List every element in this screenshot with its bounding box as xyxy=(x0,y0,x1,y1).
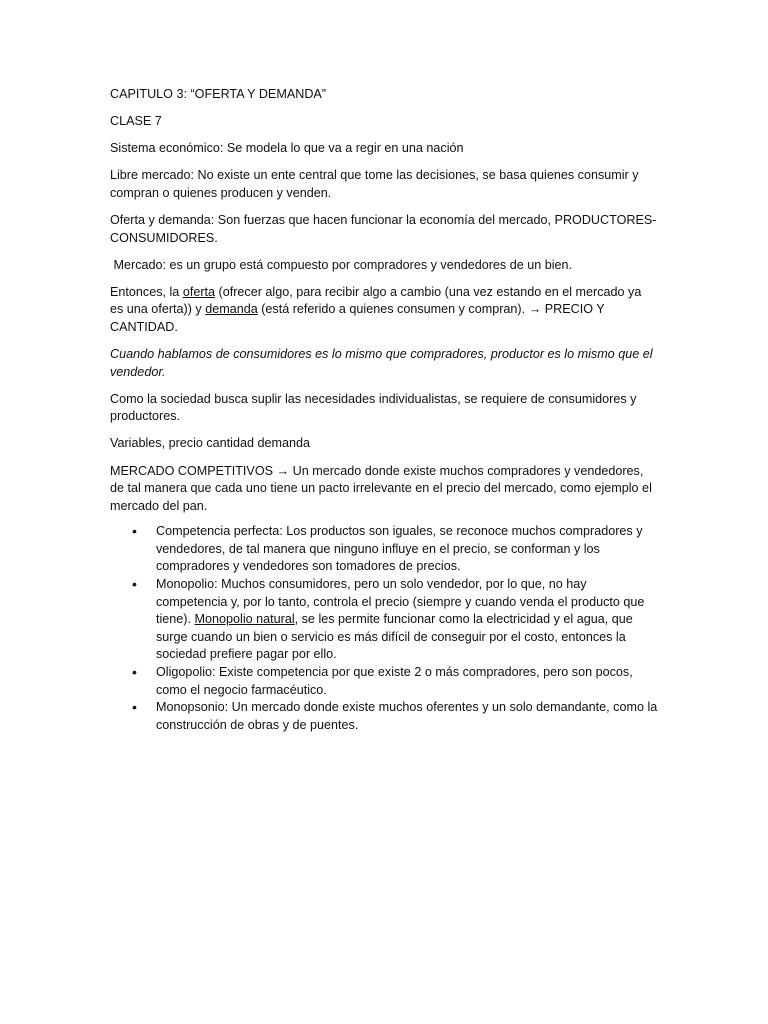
paragraph-mercado: Mercado: es un grupo está compuesto por compradores y vendedores de un bien. xyxy=(110,257,573,272)
monopolio-text-2: , se les permite funcionar como la electricidad y el agua, que surge cuando un bien o servicio es más difícil de conseguir por el costo, entonces la sociedad prefiere pagar por ello. xyxy=(156,612,633,662)
demanda-underlined: demanda xyxy=(205,302,258,317)
paragraph-entonces xyxy=(110,284,658,337)
paragraph-libre-mercado: Libre mercado: No existe un ente central que tome las decisiones, se basa quienes consumir y compran o quienes producen y venden. xyxy=(110,168,639,200)
paragraph-como-sociedad: Como la sociedad busca suplir las necesidades individualistas, se requiere de consumidores y productores. xyxy=(110,391,637,424)
entonces-text-1: Entonces, la xyxy=(110,284,183,299)
bullet-list xyxy=(110,523,658,734)
paragraph-sistema-economico: Sistema económico: Se modela lo que va a regir en una nación xyxy=(110,141,464,156)
monopolio-natural-underlined: Monopolio natural xyxy=(194,612,295,627)
paragraph-mercado-competitivos: MERCADO COMPETITIVOS → Un mercado donde existe muchos compradores y vendedores, de tal manera que cada uno tiene un pacto irrelevante en el precio del mercado, como ejemplo el mercado del pan. xyxy=(110,463,652,513)
class-label: CLASE 7 xyxy=(110,114,162,129)
bullet-monopolio xyxy=(156,576,658,664)
paragraph-cuando-italic: Cuando hablamos de consumidores es lo mismo que compradores, productor es lo mismo que el vendedor. xyxy=(110,347,653,379)
entonces-text-3: (está referido a quienes consumen y compran). → PRECIO Y CANTIDAD. xyxy=(110,302,605,334)
entonces-text-2: (ofrecer algo, para recibir algo a cambio (una vez estando en el mercado ya es una oferta)) y xyxy=(110,284,642,317)
bullet-oligopolio: • Oligopolio: Existe competencia por que existe 2 o más compradores, pero son pocos, como el negocio farmacéutico. xyxy=(156,664,658,699)
paragraph-oferta-demanda: Oferta y demanda: Son fuerzas que hacen funcionar la economía del mercado, PRODUCTORES-CONSUMIDORES. xyxy=(110,212,657,245)
paragraph-variables: Variables, precio cantidad demanda xyxy=(110,436,310,451)
oferta-underlined: oferta xyxy=(182,284,216,299)
document-body xyxy=(110,86,658,734)
bullet-monopsonio: • Monopsonio: Un mercado donde existe muchos oferentes y un solo demandante, como la construcción de obras y de puentes. xyxy=(156,699,658,734)
chapter-heading: CAPITULO 3: “OFERTA Y DEMANDA” xyxy=(110,87,327,101)
bullet-competencia-perfecta: • Competencia perfecta: Los productos son iguales, se reconoce muchos compradores y vendedores, de tal manera que ninguno influye en el precio, se conforman y los compradores y vendedores son tomadores de precios. xyxy=(156,523,658,576)
monopolio-text-1: Monopolio: Muchos consumidores, pero un solo vendedor, por lo que, no hay competencia y, por lo tanto, controla el precio (siempre y cuando venda el producto que tiene). xyxy=(156,577,645,627)
